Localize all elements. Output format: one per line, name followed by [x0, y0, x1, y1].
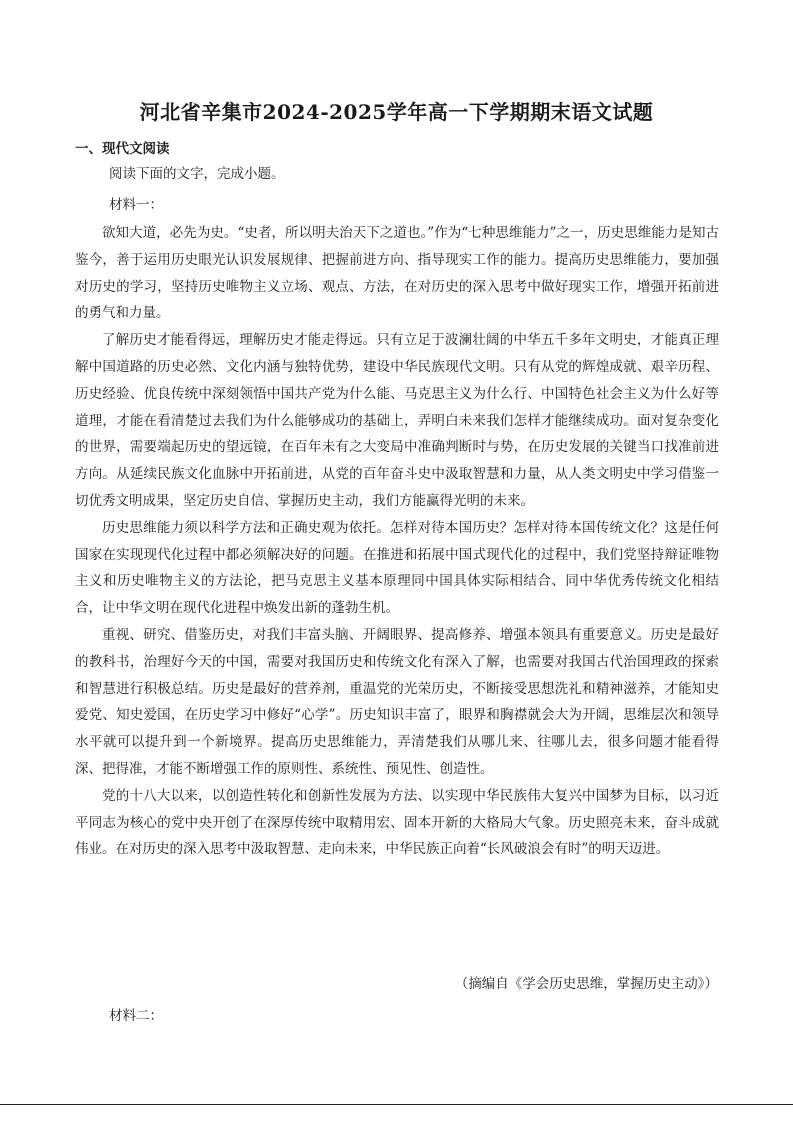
- footer-divider: [0, 1104, 793, 1105]
- paragraph-4: 重视、研究、借鉴历史，对我们丰富头脑、开阔眼界、提高修养、增强本领具有重要意义。历史是最好的教科书，治理好今天的中国，需要对我国历史和传统文化有深入了解，也需要对我国古代治国理政的探索和智慧进行积极总结。历史是最好的营养剂，重温党的光荣历史，不断接受思想洗礼和精神滋养，才能知史爱党、知史爱国，在历史学习中修好“心学”。历史知识丰富了，眼界和胸襟就会大为开阔，思维层次和领导水平就可以提升到一个新境界。提高历史思维能力，弄清楚我们从哪儿来、往哪儿去，很多问题才能看得深、把得准，才能不断增强工作的原则性、系统性、预见性、创造性。: [75, 626, 719, 777]
- source-citation: （摘编自《学会历史思维，掌握历史主动》）: [454, 976, 718, 992]
- paragraph-3: 历史思维能力须以科学方法和正确史观为依托。怎样对待本国历史？怎样对待本国传统文化？这是任何国家在实现现代化过程中都必须解决好的问题。在推进和拓展中国式现代化的过程中，我们党坚持辩证唯物主义和历史唯物主义的方法论，把马克思主义基本原理同中国具体实际相结合、同中华优秀传统文化相结合，让中华文明在现代化进程中焕发出新的蓬勃生机。: [75, 519, 719, 617]
- material-two-label: 材料二：: [109, 1008, 163, 1024]
- material-one-label: 材料一：: [109, 197, 163, 213]
- paragraph-2: 了解历史才能看得远，理解历史才能走得远。只有立足于波澜壮阔的中华五千多年文明史，才能真正理解中国道路的历史必然、文化内涵与独特优势，建设中华民族现代文明。只有从党的辉煌成就、艰辛历程、历史经验、优良传统中深刻领悟中国共产党为什么能、马克思主义为什么行、中国特色社会主义为什么好等道理，才能在看清楚过去我们为什么能够成功的基础上，弄明白未来我们怎样才能继续成功。面对复杂变化的世界，需要端起历史的望远镜，在百年未有之大变局中准确判断时与势，在历史发展的关键当口找准前进方向。从延续民族文化血脉中开拓前进，从党的百年奋斗史中汲取智慧和力量，从人类文明史中学习借鉴一切优秀文明成果，坚定历史自信、掌握历史主动，我们方能赢得光明的未来。: [75, 332, 719, 509]
- paragraph-5: 党的十八大以来，以创造性转化和创新性发展为方法、以实现中华民族伟大复兴中国梦为目标，以习近平同志为核心的党中央开创了在深厚传统中取精用宏、固本开新的大格局大气象。历史照亮未来，奋斗成就伟业。在对历史的深入思考中汲取智慧、走向未来，中华民族正向着“长风破浪会有时”的明天迈进。: [75, 787, 719, 858]
- paragraph-1: 欲知大道，必先为史。“史者，所以明夫治天下之道也。”作为“七种思维能力”之一，历史思维能力是知古鉴今，善于运用历史眼光认识发展规律、把握前进方向、指导现实工作的能力。提高历史思维能力，要加强对历史的学习，坚持历史唯物主义立场、观点、方法，在对历史的深入思考中做好现实工作，增强开拓前进的勇气和力量。: [75, 225, 719, 322]
- document-title: 河北省辛集市2024-2025学年高一下学期期末语文试题: [139, 100, 654, 124]
- reading-instruction: 阅读下面的文字，完成小题。: [109, 166, 285, 182]
- section-heading: 一、现代文阅读: [75, 141, 170, 157]
- material-one-body: [75, 220, 719, 863]
